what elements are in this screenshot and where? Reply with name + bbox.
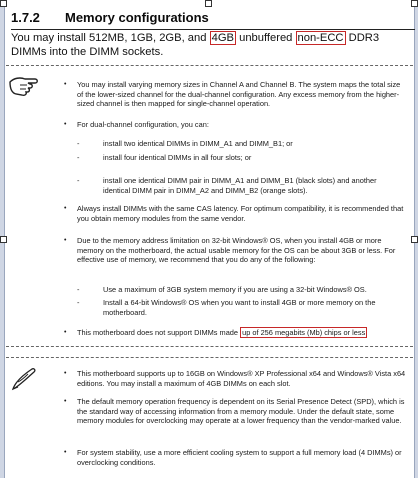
intro-text-3: DDR3 DIMMs into the DIMM sockets. [11,32,380,58]
intro-paragraph [11,32,411,59]
selection-handle-top-center[interactable] [205,0,212,7]
selection-handle-top-right[interactable] [411,0,418,7]
b5-text: This motherboard does not support DIMMs made [77,328,241,337]
note-border-top [6,65,413,66]
pen-note-icon [10,366,38,392]
highlight-non-ecc: non-ECC [297,32,344,44]
note2-border-top [6,357,413,358]
section-title: Memory configurations [65,10,209,25]
intro-text-1: You may install 512MB, 1GB, 2GB, and [11,32,210,44]
intro-text-2: unbuffered [235,32,296,44]
section-number: 1.7.2 [11,10,40,25]
highlight-256mb: up of 256 megabits (Mb) chips or less [242,328,366,337]
selection-handle-top-left[interactable] [0,0,7,7]
heading-rule [11,29,415,30]
note-border-bottom [6,346,413,347]
section-heading [11,10,411,32]
hand-pointing-icon [8,72,40,98]
highlight-4gb: 4GB [211,32,234,44]
